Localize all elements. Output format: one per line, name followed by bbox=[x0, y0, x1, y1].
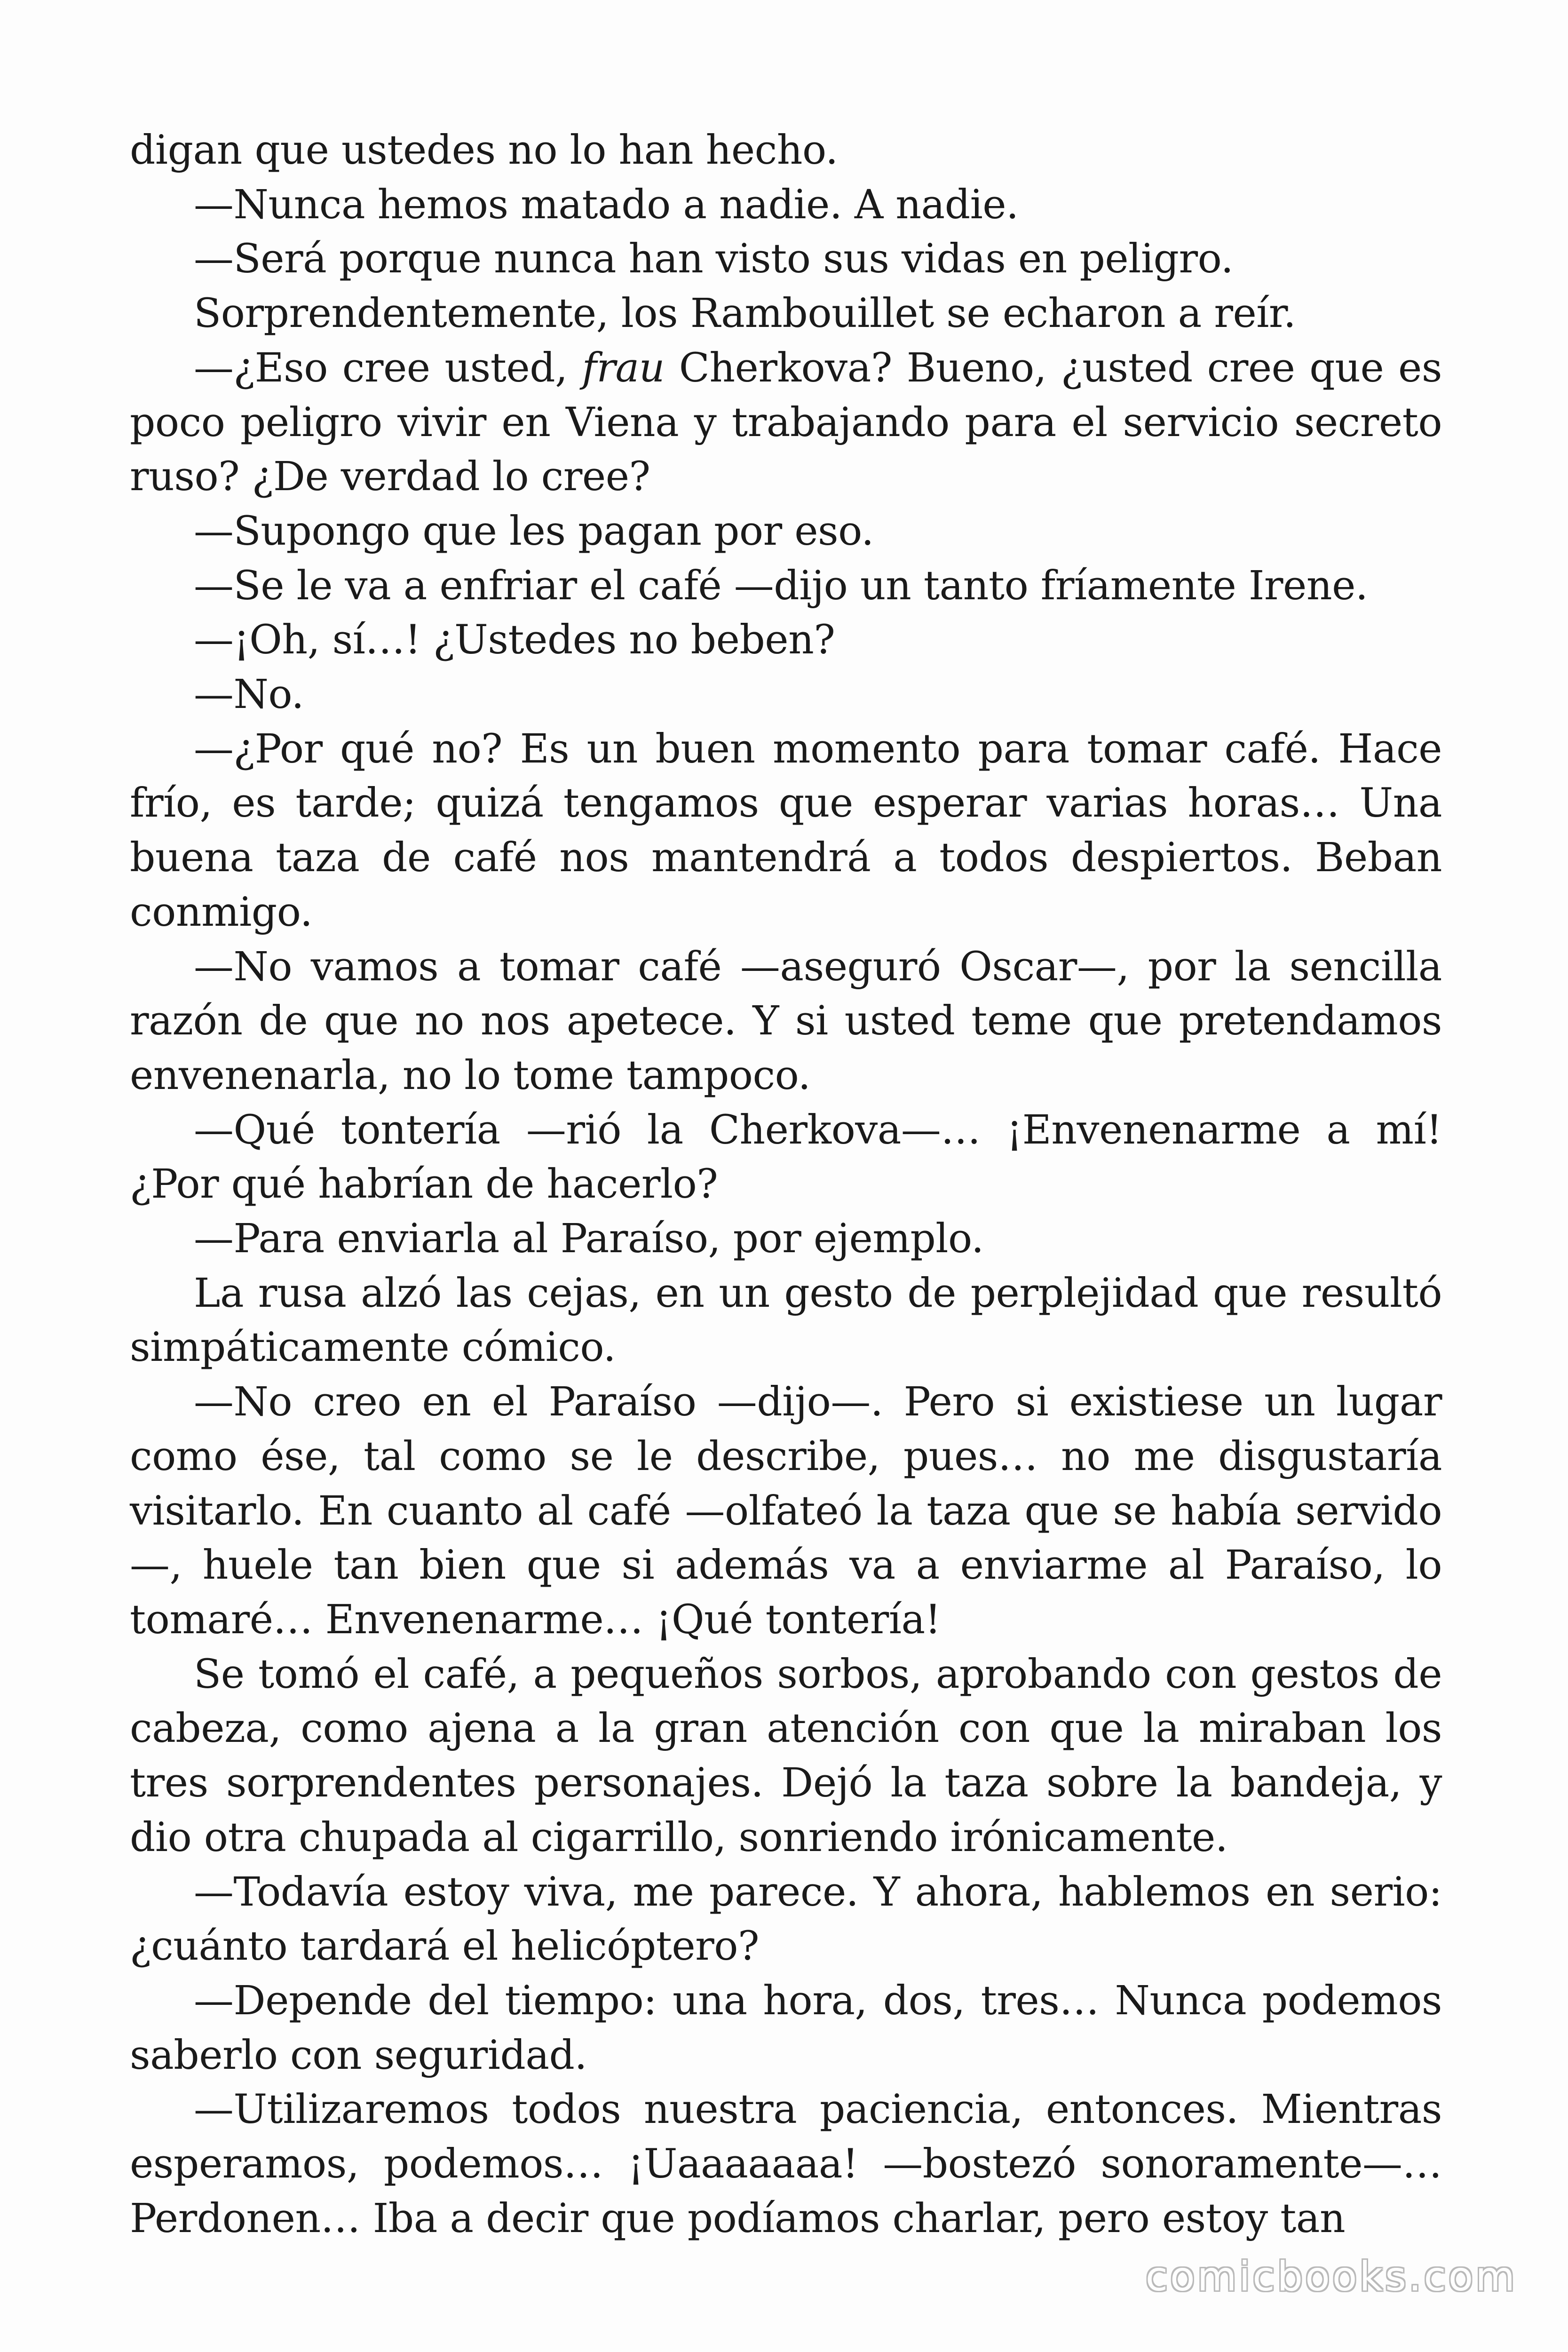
paragraph: —¿Por qué no? Es un buen momento para tomar café. Hace frío, es tarde; quizá tengamos que esperar varias horas… Una buena taza de café nos mantendrá a todos despiertos. Beban conmigo. bbox=[130, 725, 1442, 936]
page-body-text bbox=[130, 123, 1442, 2246]
paragraph: Se tomó el café, a pequeños sorbos, aprobando con gestos de cabeza, como ajena a la gran atención con que la miraban los tres sorprendentes personajes. Dejó la taza sobre la bandeja, y dio otra chupada al cigarrillo, sonriendo irónicamente. bbox=[130, 1651, 1442, 1861]
italic-word: frau bbox=[582, 344, 665, 391]
paragraph: —Será porque nunca han visto sus vidas en peligro. bbox=[194, 236, 1234, 283]
paragraph: —Para enviarla al Paraíso, por ejemplo. bbox=[194, 1216, 984, 1263]
paragraph: digan que ustedes no lo han hecho. bbox=[130, 127, 838, 174]
paragraph: —¡Oh, sí…! ¿Ustedes no beben? bbox=[194, 617, 835, 664]
paragraph: —No. bbox=[194, 671, 304, 718]
paragraph: —Todavía estoy viva, me parece. Y ahora, hablemos en serio: ¿cuánto tardará el helicóptero? bbox=[130, 1868, 1442, 1970]
paragraph bbox=[130, 341, 1442, 504]
paragraph: La rusa alzó las cejas, en un gesto de perplejidad que resultó simpáticamente cómico. bbox=[130, 1270, 1442, 1371]
paragraph: —Se le va a enfriar el café —dijo un tanto fríamente Irene. bbox=[194, 562, 1368, 609]
paragraph: —No vamos a tomar café —aseguró Oscar—, por la sencilla razón de que no nos apetece. Y si usted teme que pretendamos envenenarla, no lo tome tampoco. bbox=[130, 943, 1442, 1099]
paragraph-text: —¿Eso cree usted, bbox=[194, 344, 582, 391]
paragraph-text: Cherkova? Bueno, ¿usted cree que es poco peligro vivir en Viena y trabajando para el servicio secreto ruso? ¿De verdad lo cree? bbox=[130, 344, 1442, 501]
paragraph: —Utilizaremos todos nuestra paciencia, entonces. Mientras esperamos, podemos… ¡Uaaaaaaa! —bostezó sonoramente—… Perdonen… Iba a decir que podíamos charlar, pero estoy tan bbox=[130, 2086, 1442, 2242]
paragraph: Sorprendentemente, los Rambouillet se echaron a reír. bbox=[194, 290, 1296, 337]
watermark: comicbooks.com bbox=[1145, 2253, 1517, 2300]
paragraph: —Qué tontería —rió la Cherkova—… ¡Envenenarme a mí! ¿Por qué habrían de hacerlo? bbox=[130, 1106, 1442, 1208]
paragraph: —No creo en el Paraíso —dijo—. Pero si existiese un lugar como ése, tal como se le describe, pues… no me disgustaría visitarlo. En cuanto al café —olfateó la taza que se había servido—, huele tan bien que si además va a enviarme al Paraíso, lo tomaré… Envenenarme… ¡Qué tontería! bbox=[130, 1379, 1442, 1643]
paragraph: —Nunca hemos matado a nadie. A nadie. bbox=[194, 181, 1019, 228]
paragraph: —Depende del tiempo: una hora, dos, tres… Nunca podemos saberlo con seguridad. bbox=[130, 1977, 1442, 2079]
paragraph: —Supongo que les pagan por eso. bbox=[194, 508, 874, 555]
